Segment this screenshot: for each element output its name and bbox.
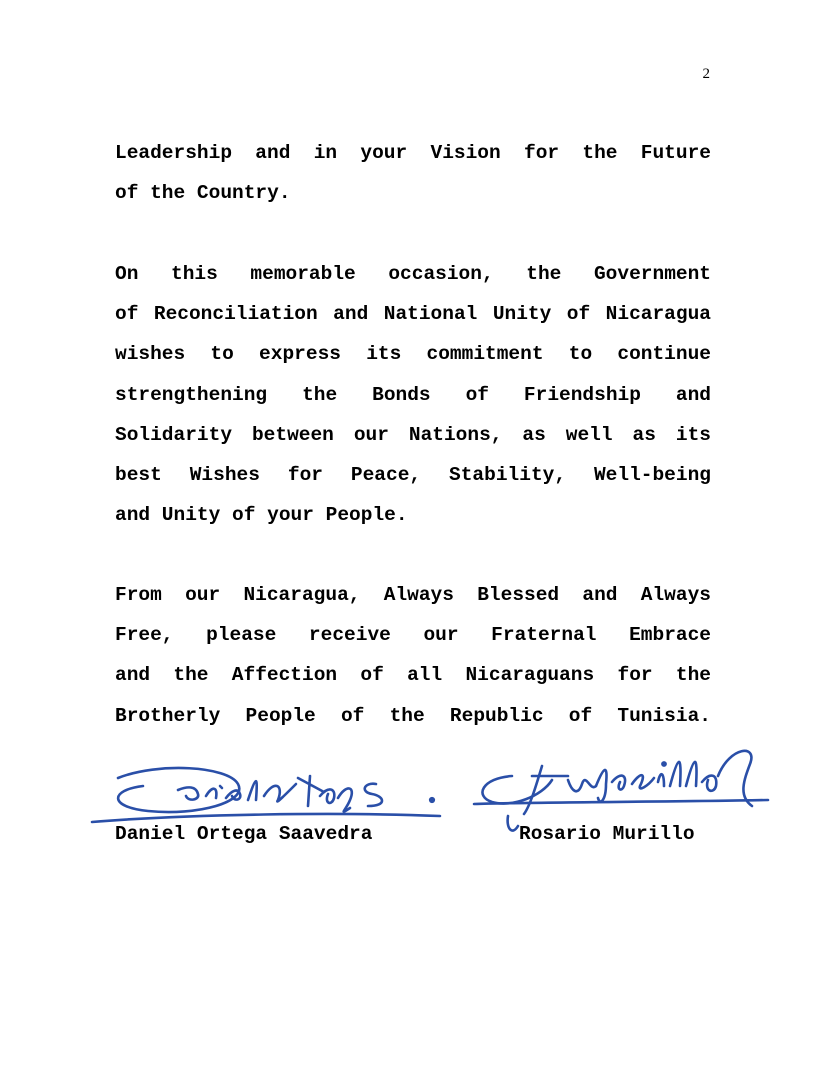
text-line: wishes to express its commitment to continue xyxy=(115,343,711,366)
text-line: Free, please receive our Fraternal Embrace xyxy=(115,624,711,647)
text-line: of Reconciliation and National Unity of Nicaragua xyxy=(115,303,711,326)
paragraph-2 xyxy=(115,254,711,535)
text-line: On this memorable occasion, the Government xyxy=(115,263,711,285)
page-number: 2 xyxy=(702,66,710,82)
signatory-name-left: Daniel Ortega Saavedra xyxy=(115,823,373,845)
signatory-name-right: Rosario Murillo xyxy=(519,823,695,845)
paragraph-1 xyxy=(115,133,711,213)
text-line: Brotherly People of the Republic of Tunisia. xyxy=(115,704,711,727)
text-line: From our Nicaragua, Always Blessed and Always xyxy=(115,584,711,606)
text-line: best Wishes for Peace, Stability, Well-being xyxy=(115,464,711,487)
text-line: and the Affection of all Nicaraguans for the xyxy=(115,664,711,687)
text-line: strengthening the Bonds of Friendship and xyxy=(115,383,711,406)
text-line: of the Country. xyxy=(115,182,291,205)
paragraph-3 xyxy=(115,575,711,736)
text-line: Solidarity between our Nations, as well as its xyxy=(115,423,711,446)
text-line: Leadership and in your Vision for the Future xyxy=(115,142,711,164)
text-line: and Unity of your People. xyxy=(115,504,408,527)
